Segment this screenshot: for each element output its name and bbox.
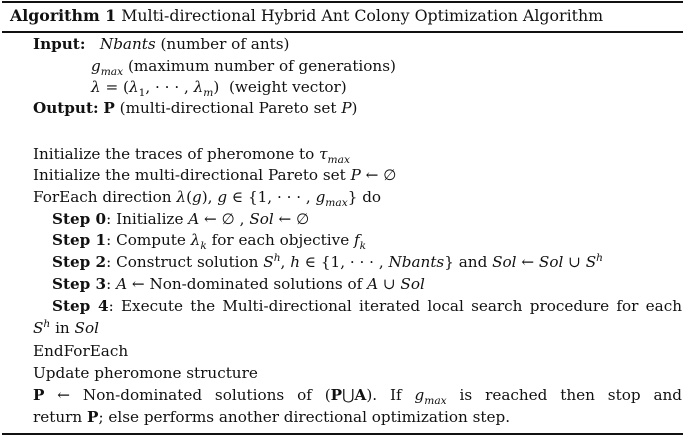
input-line: Input: Nbants (number of ants) (33, 35, 290, 53)
init-pheromone-line: Initialize the traces of pheromone to $\tau_{max}$ (33, 145, 350, 167)
step3-text: Non-dominated solutions of (149, 275, 363, 293)
bottom-rule (2, 433, 683, 435)
final-cont-line: return P; else performs another directional optimization step. (33, 408, 511, 426)
output-line: Output: P (multi-directional Pareto set P) (33, 99, 358, 117)
input-keyword: Input (33, 35, 80, 53)
lambda-line: $\lambda = (\lambda_1$, · · · , $\lambda_m$) (weight vector) (91, 78, 347, 100)
update-line (33, 364, 258, 382)
init-pheromone-text: Initialize the traces of pheromone to (33, 145, 315, 163)
step0-label: Step 0 (52, 210, 107, 228)
step4-label: Step 4 (52, 297, 109, 315)
init-pareto-text: Initialize the multi-directional Pareto set (33, 166, 346, 184)
final-return: return (33, 408, 83, 426)
step0-text: : Initialize (106, 210, 184, 228)
step1-line: Step 1: Compute $\lambda_k$ for each objective $f_k$ (52, 231, 367, 253)
step1-label: Step 1 (52, 231, 107, 249)
endforeach-line (33, 342, 128, 360)
caption-rule (2, 31, 683, 33)
lambda-desc: (weight vector) (228, 78, 347, 96)
step3-label: Step 3 (52, 275, 107, 293)
update-text: Update pheromone structure (33, 364, 258, 382)
endforeach-text: EndForEach (33, 342, 129, 360)
step2-line: Step 2: Construct solution $S^h$, h ∈ {1, · · · , Nbants} and Sol ← Sol ∪ $S^h$ (52, 250, 603, 271)
foreach-line: ForEach direction λ(g), g ∈ {1, · · · , $g_{max}$} do (33, 188, 382, 210)
final-b: . If (372, 386, 402, 404)
step1-text: : Compute (106, 231, 186, 249)
final-c: is reached then stop and (459, 386, 683, 404)
step2-and: and (458, 253, 488, 271)
foreach-text: ForEach direction (33, 188, 172, 206)
step2-label: Step 2 (52, 253, 107, 271)
output-desc: (multi-directional Pareto set (119, 99, 337, 117)
nbants-var: Nbants (99, 35, 156, 53)
output-keyword: Output (33, 99, 93, 117)
algorithm-label: Algorithm 1 (10, 6, 117, 25)
step1-tail: for each objective (211, 231, 350, 249)
output-symbol: P (103, 99, 115, 117)
nbants-desc: (number of ants) (160, 35, 290, 53)
algorithm-caption (10, 6, 603, 25)
gmax-desc: (maximum number of generations) (127, 57, 396, 75)
final-d: ; else performs another directional optimization step. (98, 408, 511, 426)
init-pareto-line: Initialize the multi-directional Pareto set P ← ∅ (33, 166, 397, 184)
step0-line: Step 0: Initialize A ← ∅ , Sol ← ∅ (52, 210, 310, 228)
top-rule (2, 1, 683, 3)
step4-line (52, 297, 682, 315)
final-a: Non-dominated solutions of (82, 386, 312, 404)
step4-text: : Execute the Multi-directional iterated local search procedure for each (108, 297, 682, 315)
step2-text: : Construct solution (106, 253, 259, 271)
final-line: P ← Non-dominated solutions of (P⋃A). If $g_{max}$ is reached then stop and (33, 386, 683, 408)
step4-cont-line: $S^h$ in Sol (33, 316, 99, 337)
step3-line: Step 3: A ← Non-dominated solutions of A ∪ Sol (52, 275, 425, 293)
gmax-line: $g_{max}$ (maximum number of generations) (91, 57, 396, 79)
step4-in: in (55, 319, 70, 337)
do-keyword: do (362, 188, 382, 206)
algorithm-title: Multi-directional Hybrid Ant Colony Optimization Algorithm (121, 6, 604, 25)
